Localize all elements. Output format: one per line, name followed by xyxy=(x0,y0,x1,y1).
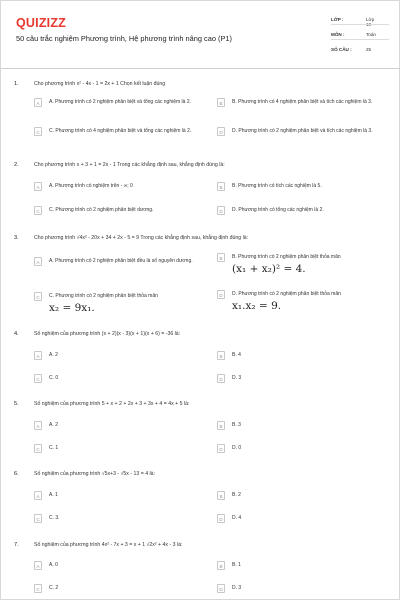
option-letter-box: C xyxy=(34,206,42,215)
meta-count-value: 25 xyxy=(366,47,372,52)
worksheet-title: 50 câu trắc nghiệm Phương trình, Hệ phương trình nâng cao (P1) xyxy=(16,34,232,43)
meta-class-label: LỚP : xyxy=(331,17,344,22)
option-text: B. Phương trình có 4 nghiệm phân biệt và tích các nghiệm là 3. xyxy=(232,99,373,105)
option-text: B. 3 xyxy=(232,422,241,428)
option-letter-box: B xyxy=(217,98,225,107)
option-letter-box: C xyxy=(34,374,42,383)
option-formula: x₂ = 9x₁. xyxy=(49,301,95,314)
option-letter-box: C xyxy=(34,584,42,593)
option-text: A. Phương trình có 2 nghiệm phân biệt và tổng các nghiệm là 2. xyxy=(49,99,191,105)
option-text: D. 0 xyxy=(232,445,242,451)
option-text: B. 4 xyxy=(232,352,241,358)
question-number: 7. xyxy=(14,542,19,548)
option-text: D. Phương trình có tổng các nghiệm là 2. xyxy=(232,207,324,213)
option-text: B. 2 xyxy=(232,492,241,498)
option-text: A. 2 xyxy=(49,352,58,358)
option-letter-box: D xyxy=(217,374,225,383)
option-text: C. 2 xyxy=(49,585,59,591)
option-text: C. Phương trình có 2 nghiệm phân biệt dương. xyxy=(49,207,154,213)
option-text: D. Phương trình có 2 nghiệm phân biệt và tích các nghiệm là 3. xyxy=(232,128,373,134)
question-text: Số nghiệm của phương trình √5x+3 - √5x - 13 = 4 là: xyxy=(34,471,155,477)
question-number: 1. xyxy=(14,81,19,87)
option-letter-box: A xyxy=(34,561,42,570)
question-number: 6. xyxy=(14,471,19,477)
option-text: D. 3 xyxy=(232,585,242,591)
option-text: D. Phương trình có 2 nghiệm phân biệt thỏa mãn xyxy=(232,291,341,297)
meta-count-label: SỐ CÂU : xyxy=(331,47,352,52)
question-text: Cho phương trình x² - 4x - 1 = 2x + 1 Chọn kết luận đúng xyxy=(34,81,166,87)
option-letter-box: D xyxy=(217,206,225,215)
option-letter-box: B xyxy=(217,421,225,430)
option-letter-box: C xyxy=(34,292,42,301)
option-letter-box: B xyxy=(217,561,225,570)
option-letter-box: D xyxy=(217,290,225,299)
meta-subject-label: MÔN : xyxy=(331,32,345,37)
question-number: 2. xyxy=(14,162,19,168)
option-letter-box: A xyxy=(34,182,42,191)
option-formula: (x₁ + x₂)² = 4. xyxy=(232,262,306,275)
question-text: Cho phương trình x + 3 + 1 = 2x - 1 Trong các khẳng định sau, khẳng định đúng là: xyxy=(34,162,225,168)
option-letter-box: C xyxy=(34,444,42,453)
question-text: Số nghiệm của phương trình (x + 2)(x - 3)(x + 1)(x + 6) = -36 là: xyxy=(34,331,181,337)
option-text: A. 2 xyxy=(49,422,58,428)
option-letter-box: B xyxy=(217,351,225,360)
option-letter-box: B xyxy=(217,491,225,500)
option-text: B. 1 xyxy=(232,562,241,568)
option-text: C. 0 xyxy=(49,375,59,381)
option-letter-box: D xyxy=(217,514,225,523)
option-text: A. 1 xyxy=(49,492,58,498)
option-letter-box: A xyxy=(34,421,42,430)
option-text: C. 3. xyxy=(49,515,60,521)
header-divider xyxy=(1,68,400,69)
option-letter-box: D xyxy=(217,127,225,136)
meta-class-value: Lớp 10 xyxy=(366,17,375,27)
option-letter-box: C xyxy=(34,127,42,136)
question-text: Số nghiệm của phương trình 5 + x + 2 + 2x + 3 + 3x + 4 = 4x + 5 là: xyxy=(34,401,190,407)
option-text: D. 3 xyxy=(232,375,242,381)
option-text: C. Phương trình có 4 nghiệm phân biệt và tổng các nghiệm là 2. xyxy=(49,128,192,134)
option-text: B. Phương trình có 2 nghiệm phân biệt thỏa mãn xyxy=(232,254,341,260)
option-text: C. Phương trình có 2 nghiệm phân biệt thỏa mãn xyxy=(49,293,158,299)
option-letter-box: A xyxy=(34,351,42,360)
option-letter-box: D xyxy=(217,444,225,453)
option-letter-box: A xyxy=(34,491,42,500)
option-letter-box: B xyxy=(217,182,225,191)
option-text: A. 0 xyxy=(49,562,58,568)
question-number: 4. xyxy=(14,331,19,337)
option-text: B. Phương trình có tích các nghiệm là 5. xyxy=(232,183,322,189)
question-text: Số nghiệm của phương trình 4x² - 7x + 3 = x + 1 √2x² + 4x - 3 là: xyxy=(34,542,183,548)
option-formula: x₁.x₂ = 9. xyxy=(232,299,282,312)
option-text: A. Phương trình có 2 nghiệm phân biệt đều là số nguyên dương. xyxy=(49,258,193,264)
question-number: 3. xyxy=(14,235,19,241)
option-text: A. Phương trình có nghiệm trên - ∞; 0 xyxy=(49,183,133,189)
option-text: C. 1 xyxy=(49,445,59,451)
quizizz-logo: QUIZIZZ xyxy=(16,16,67,30)
meta-subject-value: Toán xyxy=(366,32,376,37)
meta-divider xyxy=(331,24,389,25)
option-letter-box: A xyxy=(34,98,42,107)
question-number: 5. xyxy=(14,401,19,407)
option-letter-box: B xyxy=(217,253,225,262)
option-letter-box: C xyxy=(34,514,42,523)
option-letter-box: A xyxy=(34,257,42,266)
option-letter-box: D xyxy=(217,584,225,593)
meta-divider xyxy=(331,39,389,40)
option-text: D. 4 xyxy=(232,515,242,521)
question-text: Cho phương trình √4x² - 20x + 34 + 2x - 5 = 9 Trong các khẳng định sau, khẳng định đúng là: xyxy=(34,235,249,241)
